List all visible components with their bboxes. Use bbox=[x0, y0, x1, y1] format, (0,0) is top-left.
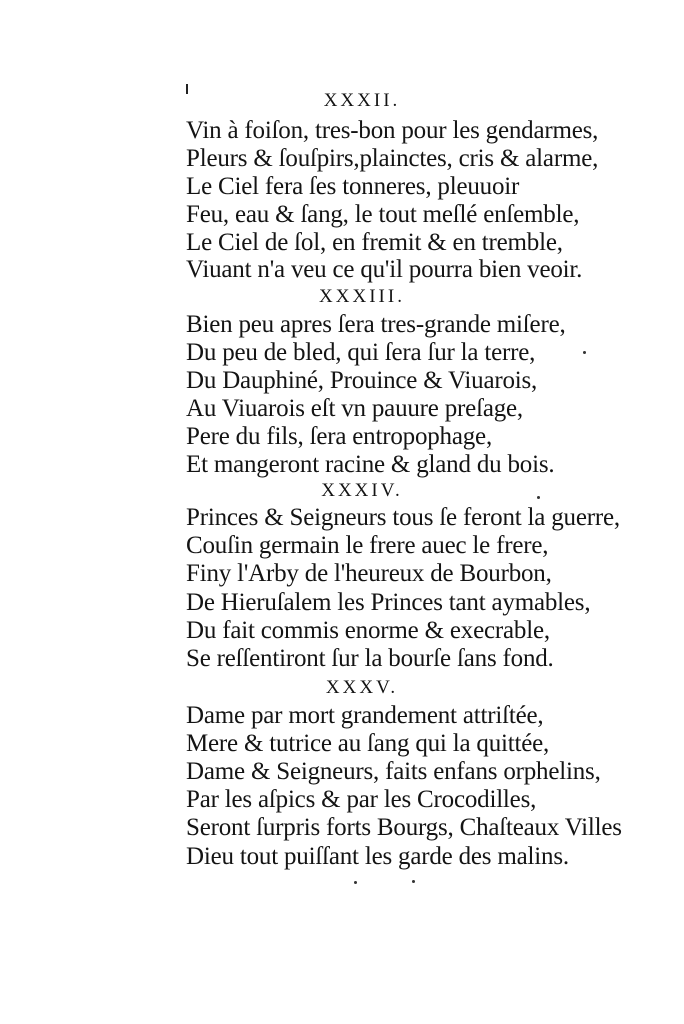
verse-line: Pere du fils, ſera entropophage, bbox=[186, 423, 492, 450]
verse-line: Par les aſpics & par les Crocodilles, bbox=[186, 786, 537, 813]
verse-line: Couſin germain le frere auec le frere, bbox=[186, 532, 549, 559]
verse-line: De Hieruſalem les Princes tant aymables, bbox=[186, 589, 591, 616]
verse-line: Le Ciel fera ſes tonneres, pleuuoir bbox=[186, 173, 520, 200]
ink-speck bbox=[583, 351, 586, 354]
verse-line: Bien peu apres ſera tres-grande miſere, bbox=[186, 311, 566, 338]
verse-line: Et mangeront racine & gland du bois. bbox=[186, 451, 555, 478]
verse-line: Seront ſurpris forts Bourgs, Chaſteaux Villes bbox=[186, 814, 622, 841]
verse-line: Le Ciel de ſol, en fremit & en tremble, bbox=[186, 229, 563, 256]
ink-speck bbox=[537, 496, 540, 499]
verse-line: Viuant n'a veu ce qu'il pourra bien veoir. bbox=[186, 256, 583, 283]
ink-speck bbox=[412, 880, 415, 883]
ink-speck bbox=[354, 881, 357, 884]
verse-line: Du fait commis enorme & execrable, bbox=[186, 617, 550, 644]
verse-line: Feu, eau & ſang, le tout meſlé enſemble, bbox=[186, 201, 580, 228]
verse-line: Se reſſentiront ſur la bourſe ſans fond. bbox=[186, 645, 554, 672]
verse-line: Dame & Seigneurs, faits enfans orphelins, bbox=[186, 758, 601, 785]
verse-line: Princes & Seigneurs tous ſe feront la guerre, bbox=[186, 504, 620, 531]
stanza-number: XXXIII. bbox=[319, 286, 405, 307]
verse-line: Dame par mort grandement attriſtée, bbox=[186, 702, 544, 729]
verse-line: Pleurs & ſouſpirs,plainctes, cris & alarme, bbox=[186, 145, 599, 172]
stanza-number: XXXV. bbox=[325, 677, 399, 698]
verse-line: Dieu tout puiſſant les garde des malins. bbox=[186, 843, 569, 870]
stanza-number: XXXIV. bbox=[321, 480, 403, 501]
verse-line: Mere & tutrice au ſang qui la quittée, bbox=[186, 730, 550, 757]
verse-line: Vin à foiſon, tres-bon pour les gendarmes, bbox=[186, 117, 599, 144]
verse-line: Finy l'Arby de l'heureux de Bourbon, bbox=[186, 560, 552, 587]
verse-line: Du Dauphiné, Prouince & Viuarois, bbox=[186, 367, 538, 394]
verse-line: Au Viuarois eſt vn pauure preſage, bbox=[186, 395, 523, 422]
stanza-number: XXXII. bbox=[323, 90, 401, 111]
verse-line: Du peu de bled, qui ſera ſur la terre, bbox=[186, 339, 536, 366]
